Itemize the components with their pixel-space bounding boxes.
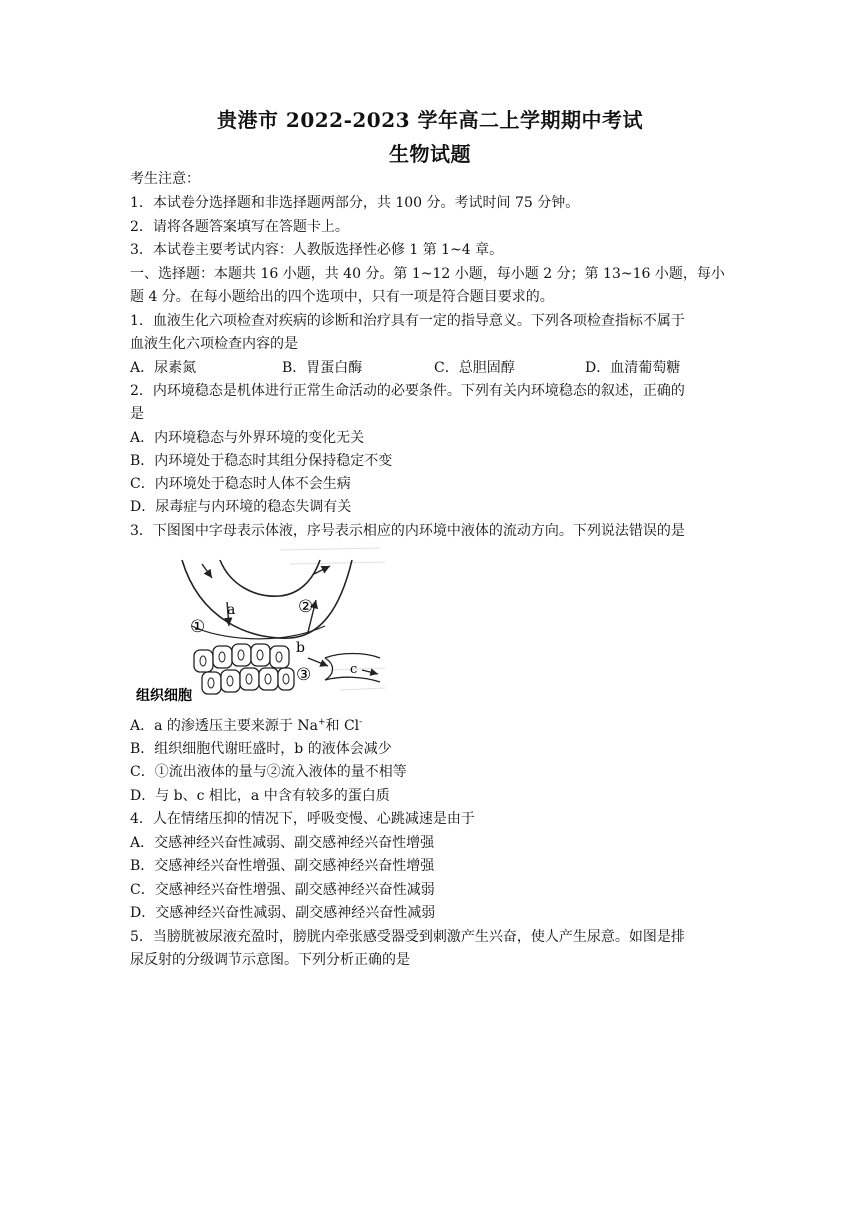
q1-stem-line2: 血液生化六项检查内容的是 [130,336,298,352]
q2-option-d: D．尿毒症与内环境的稳态失调有关 [130,499,352,515]
notice-item-1: 1．本试卷分选择题和非选择题两部分，共 100 分。考试时间 75 分钟。 [130,195,580,211]
label-a: a [227,602,236,618]
label-c: c [350,662,358,677]
label-circle-1: ① [190,617,206,637]
exam-title: 贵港市 2022-2023 学年高二上学期期中考试 [216,108,644,132]
tissue-cell-caption: 组织细胞 [136,688,192,704]
q3-option-a: A．a 的渗透压主要来源于 Na+和 Cl- [130,717,363,734]
capillary-inner-wall [220,560,320,596]
q1-option-a: A．尿素氮 [130,360,197,376]
q2-option-c: C．内环境处于稳态时人体不会生病 [130,476,351,492]
q4-option-c: C．交感神经兴奋性增强、副交感神经兴奋性减弱 [130,882,435,898]
label-circle-2: ② [298,597,314,617]
label-circle-3: ③ [296,665,312,685]
lymph-vessel-end [325,658,333,680]
notice-heading: 考生注意： [130,171,200,187]
q4-option-d: D．交感神经兴奋性减弱、副交感神经兴奋性减弱 [130,905,436,921]
q3-stem: 3．下图图中字母表示体液，序号表示相应的内环境中液体的流动方向。下列说法错误的是 [130,523,685,539]
lymph-vessel-top [325,654,380,659]
exam-subtitle: 生物试题 [389,142,471,166]
q4-option-b: B．交感神经兴奋性增强、副交感神经兴奋性增强 [130,858,435,874]
section-intro-line2: 题 4 分。在每小题给出的四个选项中，只有一项是符合题目要求的。 [130,289,554,305]
q5-stem-line2: 尿反射的分级调节示意图。下列分析正确的是 [130,952,410,968]
lymph-vessel-bottom [325,677,380,682]
q3-option-b: B．组织细胞代谢旺盛时，b 的液体会减少 [130,741,392,757]
q4-option-a: A．交感神经兴奋性减弱、副交感神经兴奋性增强 [130,835,435,851]
q1-stem-line1: 1．血液生化六项检查对疾病的诊断和治疗具有一定的指导意义。下列各项检查指标不属于 [130,313,685,329]
q3-option-c: C．①流出液体的量与②流入液体的量不相等 [130,764,407,780]
flow-arrow-in [202,564,212,578]
flow-arrow-c [362,670,378,674]
section-intro-line1: 一、选择题：本题共 16 小题，共 40 分。第 1~12 小题，每小题 2 分；第 13~16 小题，每小 [130,266,725,282]
q1-option-d: D．血清葡萄糖 [585,360,681,376]
q2-option-b: B．内环境处于稳态时其组分保持稳定不变 [130,453,393,469]
q3-diagram [130,540,390,712]
q1-option-c: C．总胆固醇 [434,360,515,376]
q2-option-a: A．内环境稳态与外界环境的变化无关 [130,430,365,446]
tissue-fluid-boundary [192,626,325,639]
q1-option-b: B．胃蛋白酶 [282,360,363,376]
q3-option-d: D．与 b、c 相比，a 中含有较多的蛋白质 [130,788,390,804]
notice-item-2: 2．请将各题答案填写在答题卡上。 [130,219,349,235]
q4-stem: 4．人在情绪压抑的情况下，呼吸变慢、心跳减速是由于 [130,811,475,827]
q5-stem-line1: 5．当膀胱被尿液充盈时，膀胱内牵张感受器受到刺激产生兴奋，使人产生尿意。如图是排 [130,929,685,945]
label-b: b [296,640,305,656]
q2-stem-line1: 2．内环境稳态是机体进行正常生命活动的必要条件。下列有关内环境稳态的叙述，正确的 [130,383,685,399]
q2-stem-line2: 是 [130,406,144,422]
notice-item-3: 3．本试卷主要考试内容：人教版选择性必修 1 第 1~4 章。 [130,242,504,258]
